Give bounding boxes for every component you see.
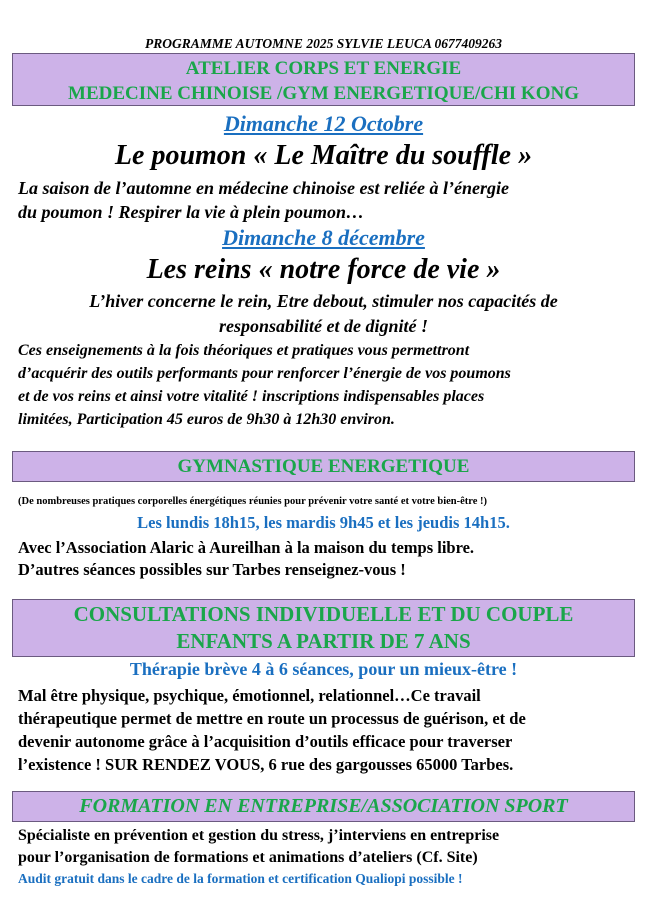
event-desc-poumon-line1: La saison de l’automne en médecine chinoise est reliée à l’énergie (18, 178, 509, 198)
atelier-banner-line1: ATELIER CORPS ET ENERGIE (185, 58, 462, 79)
consultations-subtitle: Thérapie brève 4 à 6 séances, pour un mieux-être ! (129, 659, 518, 679)
gymnastique-details (18, 537, 643, 581)
atelier-info (18, 339, 643, 431)
event-title-reins: Les reins « notre force de vie » (146, 254, 501, 285)
formation-banner: FORMATION EN ENTREPRISE/ASSOCIATION SPORT (12, 791, 635, 822)
event-title-poumon: Le poumon « Le Maître du souffle » (114, 140, 533, 171)
consultations-details-line3: devenir autonome grâce à l’acquisition d’outils efficace pour traverser (18, 732, 513, 751)
atelier-info-line1: Ces enseignements à la fois théoriques et pratiques vous permettront (18, 342, 470, 359)
gymnastique-note: (De nombreuses pratiques corporelles énergétiques réunies pour prévenir votre santé et votre bien-être !) (18, 496, 488, 507)
gymnastique-schedule: Les lundis 18h15, les mardis 9h45 et les jeudis 14h15. (137, 513, 510, 532)
formation-details-line1: Spécialiste en prévention et gestion du stress, j’interviens en entreprise (18, 827, 500, 844)
event-desc-poumon-line2: du poumon ! Respirer la vie à plein poumon… (18, 202, 365, 222)
consultations-details-line1: Mal être physique, psychique, émotionnel, relationnel…Ce travail (18, 686, 481, 705)
gymnastique-details-line2: D’autres séances possibles sur Tarbes renseignez-vous ! (18, 560, 406, 579)
gymnastique-details-line1: Avec l’Association Alaric à Aureilhan à la maison du temps libre. (18, 538, 475, 557)
formation-details-line2: pour l’organisation de formations et animations d’ateliers (Cf. Site) (18, 849, 478, 866)
page-header: PROGRAMME AUTOMNE 2025 SYLVIE LEUCA 0677409263 (145, 36, 502, 51)
event-date-december: Dimanche 8 décembre (222, 225, 425, 250)
consultations-details-line2: thérapeutique permet de mettre en route un processus de guérison, et de (18, 709, 526, 728)
formation-audit: Audit gratuit dans le cadre de la formation et certification Qualiopi possible ! (18, 871, 463, 886)
consultations-details (18, 684, 643, 776)
atelier-info-line3: et de vos reins et ainsi votre vitalité ! inscriptions indispensables places (18, 388, 485, 405)
event-desc-reins (0, 289, 647, 339)
consultations-banner-line2: ENFANTS A PARTIR DE 7 ANS (176, 629, 471, 653)
event-date-october: Dimanche 12 Octobre (223, 111, 424, 136)
event-desc-reins-line1: L’hiver concerne le rein, Etre debout, stimuler nos capacités de (89, 291, 558, 311)
atelier-banner-line2: MEDECINE CHINOISE /GYM ENERGETIQUE/CHI KONG (68, 83, 579, 104)
atelier-info-line2: d’acquérir des outils performants pour renforcer l’énergie de vos poumons (18, 365, 511, 382)
event-desc-poumon (18, 176, 638, 224)
gymnastique-banner: GYMNASTIQUE ENERGETIQUE (12, 451, 635, 482)
atelier-banner (12, 53, 635, 106)
atelier-info-line4: limitées, Participation 45 euros de 9h30 à 12h30 environ. (18, 411, 395, 428)
consultations-banner (12, 599, 635, 657)
consultations-details-line4: l’existence ! SUR RENDEZ VOUS, 6 rue des gargousses 65000 Tarbes. (18, 755, 514, 774)
consultations-banner-line1: CONSULTATIONS INDIVIDUELLE ET DU COUPLE (73, 602, 574, 626)
event-desc-reins-line2: responsabilité et de dignité ! (219, 316, 428, 336)
formation-details (18, 825, 643, 869)
